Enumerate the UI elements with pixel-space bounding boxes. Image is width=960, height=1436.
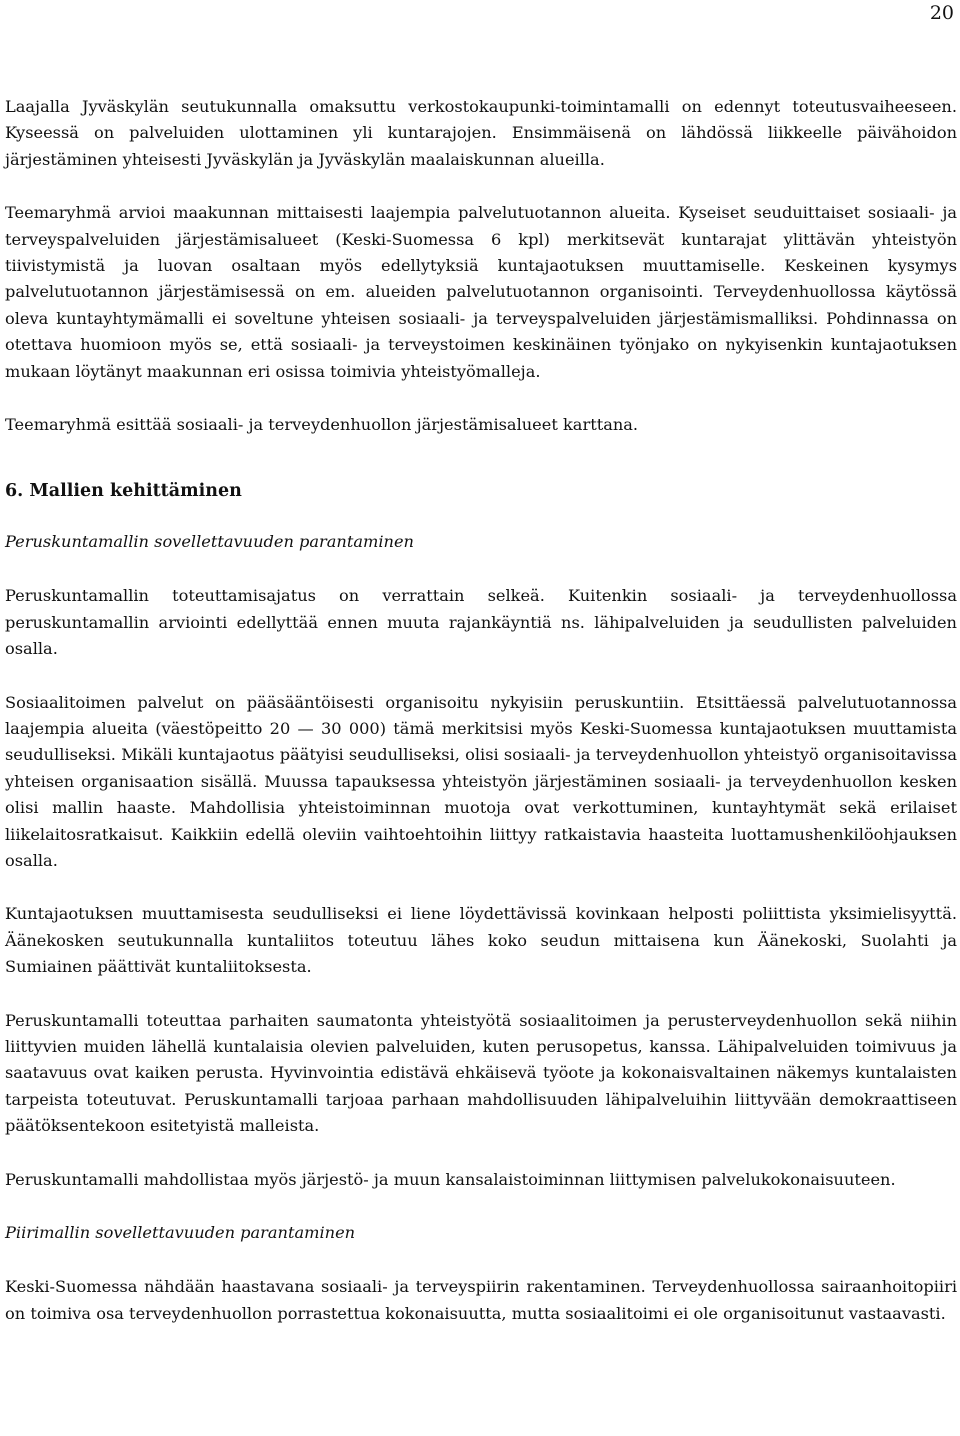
subheading-peruskuntamalli: Peruskuntamallin sovellettavuuden parantaminen: [5, 531, 414, 551]
paragraph-kuntajaotuksen-muuttaminen: Kuntajaotuksen muuttamisesta seudulliseksi ei liene löydettävissä kovinkaan helposti poliittista yksimielisyyttä. Äänekosken seutukunnalla kuntaliitos toteutuu lähes koko seudun mittaisena kun Äänekoski, Suolahti ja Sumiainen päättivät kuntaliitoksesta.: [5, 904, 957, 977]
document-body: [5, 94, 957, 1354]
paragraph-teemaryhma-arvioi: Teemaryhmä arvioi maakunnan mittaisesti laajempia palvelutuotannon alueita. Kyseiset seuduittaiset sosiaali- ja terveyspalveluiden järjestämisalueet (Keski-Suomessa 6 kpl) merkitsevät kuntarajat ylittävän yhteistyön tiivistymistä ja luovan osaltaan myös edellytyksiä kuntajaotuksen muuttamiselle. Keskeinen kysymys palvelutuotannon järjestämisessä on em. alueiden palvelutuotannon organisointi. Terveydenhuollossa käytössä oleva kuntayhtymämalli ei soveltune yhteisen sosiaali- ja terveyspalveluiden järjestämismalliksi. Pohdinnassa on otettava huomioon myös se, että sosiaali- ja terveystoimen keskinäinen työnjako on nykyisenkin kuntajaotuksen mukaan löytänyt maakunnan eri osissa toimivia yhteistyömalleja.: [5, 203, 957, 381]
page-number: 20: [929, 2, 954, 24]
subheading-piirimalli: Piirimallin sovellettavuuden parantaminen: [5, 1223, 356, 1242]
paragraph-sosiaalitoimen-palvelut: Sosiaalitoimen palvelut on pääsääntöisesti organisoitu nykyisiin peruskuntiin. Etsittäessä palvelutuotannossa laajempia alueita (väestöpeitto 20 — 30 000) tämä merkitsisi myös Keski-Suomessa kuntajaotuksen muuttamista seudulliseksi. Mikäli kuntajaotus päätyisi seudulliseksi, olisi sosiaali- ja terveydenhuollon yhteistyö organisoitavissa yhteisen organisaation sisällä. Muussa tapauksessa yhteistyön järjestäminen sosiaali- ja terveydenhuollon kesken olisi mallin haaste. Mahdollisia yhteistoiminnan muotoja ovat verkottuminen, kuntayhtymät sekä erilaiset liikelaitosratkaisut. Kaikkiin edellä oleviin vaihtoehtoihin liittyy ratkaistavia haasteita luottamushenkilöohjauksen osalla.: [5, 692, 957, 870]
section-heading: 6. Mallien kehittäminen: [5, 481, 242, 502]
paragraph-toteuttamisajatus: Peruskuntamallin toteuttamisajatus on verrattain selkeä. Kuitenkin sosiaali- ja terveydenhuollossa peruskuntamallin arviointi edellyttää ennen muuta rajankäyntiä ns. lähipalveluiden ja seudullisten palveluiden osalla.: [5, 586, 957, 659]
paragraph-peruskuntamalli-toteuttaa: Peruskuntamalli toteuttaa parhaiten saumatonta yhteistyötä sosiaalitoimen ja perusterveydenhuollon sekä niihin liittyvien muiden lähellä kuntalaisia olevien palveluiden, kuten perusopetus, kanssa. Lähipalveluiden toimivuus ja saatavuus ovat kaiken perusta. Hyvinvointia edistävä ehkäisevä työote ja kokonaisvaltainen näkemys kuntalaisten tarpeista toteutuvat. Peruskuntamalli tarjoaa parhaan mahdollisuuden lähipalveluihin liittyvään demokraattiseen päätöksentekoon esitetyistä malleista.: [5, 1010, 957, 1136]
paragraph-sosiaali-terveyspiiri: Keski-Suomessa nähdään haastavana sosiaali- ja terveyspiirin rakentaminen. Terveydenhuollossa sairaanhoitopiiri on toimiva osa terveydenhuollon porrastettua kokonaisuutta, mutta sosiaalitoimi ei ole organisoitunut vastaavasti.: [5, 1277, 957, 1323]
paragraph-teemaryhma-esittaa: Teemaryhmä esittää sosiaali- ja terveydenhuollon järjestämisalueet karttana.: [5, 415, 639, 435]
paragraph-verkostokaupunki: Laajalla Jyväskylän seutukunnalla omaksuttu verkostokaupunki-toimintamalli on edennyt toteutusvaiheeseen. Kyseessä on palveluiden ulottaminen yli kuntarajojen. Ensimmäisenä on lähdössä liikkeelle päivähoidon järjestäminen yhteisesti Jyväskylän ja Jyväskylän maalaiskunnan alueilla.: [5, 97, 957, 169]
paragraph-jarjestotoiminta: Peruskuntamalli mahdollistaa myös järjestö- ja muun kansalaistoiminnan liittymisen palvelukokonaisuuteen.: [5, 1169, 896, 1189]
